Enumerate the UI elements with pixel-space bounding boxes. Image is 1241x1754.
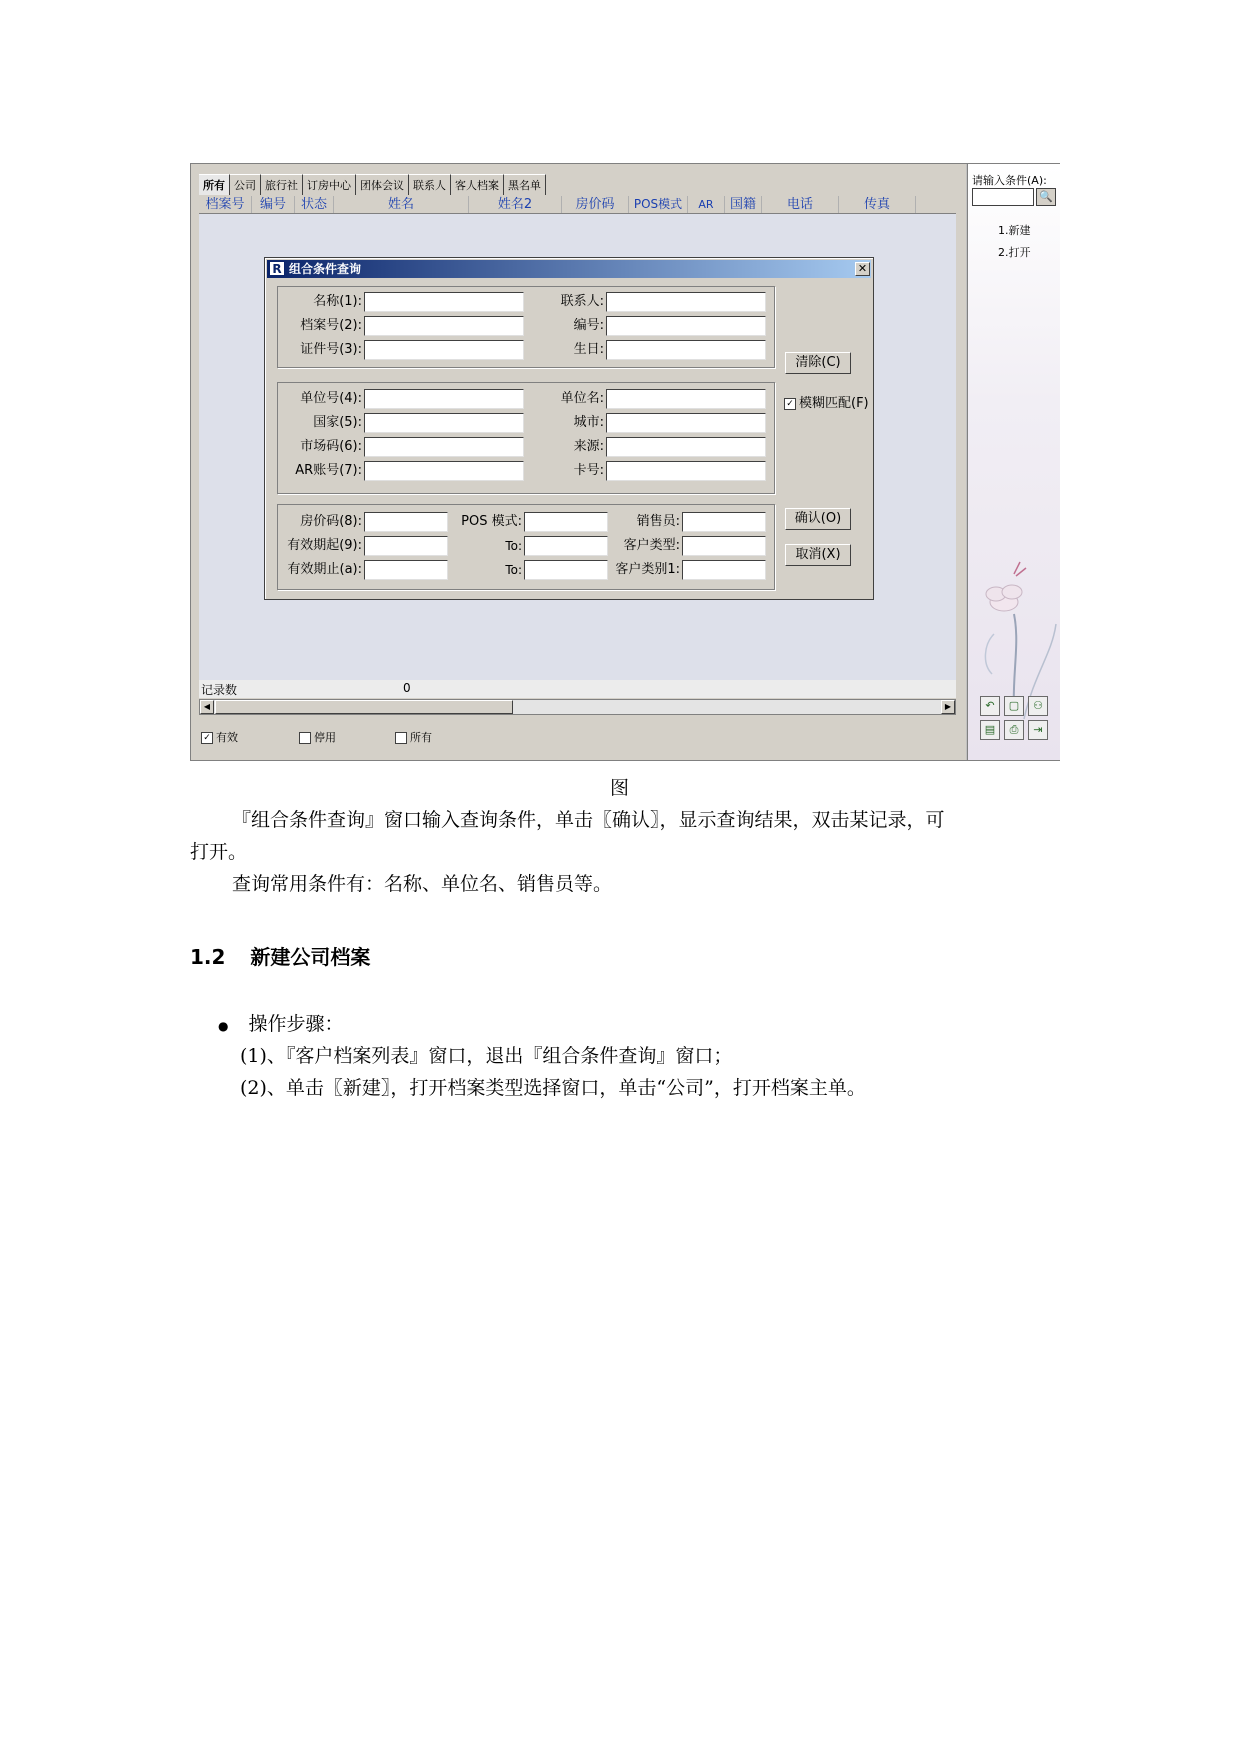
birthday-input[interactable] [606, 340, 766, 360]
valid-from-input[interactable] [364, 536, 448, 556]
to-label: To: [505, 563, 522, 577]
valid-from-label: 有效期起(9): [287, 538, 362, 553]
section-number: 1.2 [190, 945, 226, 969]
column-header-archive-no[interactable]: 档案号 [199, 196, 252, 213]
code-input[interactable] [606, 316, 766, 336]
fuzzy-match-label: 模糊匹配(F) [799, 396, 869, 411]
horizontal-scrollbar[interactable] [199, 699, 956, 715]
salesperson-input[interactable] [682, 512, 766, 532]
market-code-label: 市场码(6): [300, 439, 362, 454]
tab-blacklist[interactable]: 黑名单 [504, 174, 546, 195]
city-label: 城市: [573, 415, 604, 430]
unit-name-input[interactable] [606, 389, 766, 409]
id-no-input[interactable] [364, 340, 524, 360]
name-label: 名称(1): [313, 294, 362, 309]
bullet-dot-icon: ● [218, 1019, 229, 1033]
filter-valid[interactable]: ✓ 有效 [201, 729, 238, 745]
checkbox-empty-icon[interactable] [395, 732, 407, 744]
column-header-fax[interactable]: 传真 [839, 196, 916, 213]
records-bar [199, 680, 956, 698]
city-input[interactable] [606, 413, 766, 433]
column-header-ar[interactable]: AR [688, 196, 725, 213]
condition-input[interactable] [972, 188, 1034, 206]
menu-item-open[interactable]: 2.打开 [998, 246, 1031, 259]
close-icon[interactable]: ✕ [855, 262, 870, 276]
quick-search-panel [967, 164, 1060, 760]
bullet-item: ● 操作步骤： [218, 1013, 344, 1035]
rate-code-label: 房价码(8): [300, 514, 362, 529]
unit-name-label: 单位名: [560, 391, 604, 406]
source-input[interactable] [606, 437, 766, 457]
card-no-input[interactable] [606, 461, 766, 481]
grid-header [199, 196, 956, 214]
column-header-phone[interactable]: 电话 [762, 196, 839, 213]
screenshot-figure [190, 163, 1060, 761]
undo-icon[interactable]: ↶ [980, 696, 1000, 716]
category-tabs [199, 174, 546, 194]
pos-mode-label: POS 模式: [461, 514, 522, 529]
tab-booking-center[interactable]: 订房中心 [303, 174, 356, 195]
column-header-pos-mode[interactable]: POS模式 [629, 196, 688, 213]
section-title: 新建公司档案 [250, 945, 371, 969]
name-input[interactable] [364, 292, 524, 312]
filter-disabled[interactable]: 停用 [299, 729, 336, 745]
valid-to-input[interactable] [364, 560, 448, 580]
code-label: 编号: [573, 318, 604, 333]
figure-caption: 图 [610, 777, 630, 799]
ok-button[interactable]: 确认(O) [785, 508, 851, 530]
valid-to-label: 有效期止(a): [287, 562, 362, 577]
unit-no-label: 单位号(4): [300, 391, 362, 406]
folder-icon[interactable]: ▤ [980, 720, 1000, 740]
ar-account-input[interactable] [364, 461, 524, 481]
tab-company[interactable]: 公司 [230, 174, 261, 195]
tree-icon[interactable]: ⚇ [1028, 696, 1048, 716]
ar-account-label: AR账号(7): [295, 463, 362, 478]
tab-all[interactable]: 所有 [199, 174, 230, 195]
id-no-label: 证件号(3): [300, 342, 362, 357]
paragraph: 打开。 [190, 841, 248, 863]
checkbox-checked-icon[interactable]: ✓ [201, 732, 213, 744]
scroll-left-icon[interactable]: ◀ [200, 700, 214, 714]
organization-group [277, 382, 775, 494]
paragraph: 『组合条件查询』窗口输入查询条件，单击〖确认〗，显示查询结果，双击某记录，可 [232, 809, 945, 831]
scroll-thumb[interactable] [215, 700, 513, 714]
records-label: 记录数 [201, 683, 238, 697]
filter-all[interactable]: 所有 [395, 729, 432, 745]
tab-contact[interactable]: 联系人 [409, 174, 451, 195]
birthday-label: 生日: [573, 342, 604, 357]
contact-label: 联系人: [560, 294, 604, 309]
column-header-nationality[interactable]: 国籍 [725, 196, 762, 213]
column-header-name2[interactable]: 姓名2 [469, 196, 562, 213]
country-label: 国家(5): [313, 415, 362, 430]
salesperson-label: 销售员: [636, 514, 680, 529]
fuzzy-match-checkbox[interactable] [784, 392, 869, 411]
to-input[interactable] [524, 536, 608, 556]
pos-mode-input[interactable] [524, 512, 608, 532]
tab-travel-agency[interactable]: 旅行社 [261, 174, 303, 195]
status-filters [199, 719, 956, 755]
customer-type-label: 客户类型: [623, 538, 680, 553]
condition-prompt: 请输入条件(A): [972, 174, 1047, 187]
customer-category-label: 客户类别1: [615, 562, 680, 577]
combined-query-dialog [264, 257, 874, 600]
menu-item-new[interactable]: 1.新建 [998, 224, 1031, 237]
archive-no-input[interactable] [364, 316, 524, 336]
to-label: To: [505, 539, 522, 553]
checkbox-checked-icon[interactable]: ✓ [784, 398, 796, 410]
cancel-button[interactable]: 取消(X) [785, 544, 851, 566]
print-icon[interactable]: ⎙ [1004, 720, 1024, 740]
source-label: 来源: [573, 439, 604, 454]
column-header-rate-code[interactable]: 房价码 [562, 196, 629, 213]
records-count: 0 [403, 681, 411, 695]
contact-input[interactable] [606, 292, 766, 312]
checkbox-empty-icon[interactable] [299, 732, 311, 744]
rate-period-group [277, 504, 775, 590]
app-logo-icon: R [269, 261, 285, 276]
tab-group-meeting[interactable]: 团体会议 [356, 174, 409, 195]
step-item: (1)、『客户档案列表』窗口，退出『组合条件查询』窗口； [240, 1045, 733, 1067]
paragraph: 查询常用条件有：名称、单位名、销售员等。 [232, 873, 613, 895]
section-heading [190, 941, 370, 970]
archive-no-label: 档案号(2): [300, 318, 362, 333]
market-code-input[interactable] [364, 437, 524, 457]
customer-category-input[interactable] [682, 560, 766, 580]
archive-list-window [191, 164, 966, 760]
column-header-status[interactable]: 状态 [295, 196, 334, 213]
identity-group [277, 286, 775, 368]
dialog-title: 组合条件查询 [289, 262, 362, 276]
customer-type-input[interactable] [682, 536, 766, 556]
clear-button[interactable]: 清除(C) [785, 352, 851, 374]
to-input[interactable] [524, 560, 608, 580]
rate-code-input[interactable] [364, 512, 448, 532]
window-icon[interactable]: ▢ [1004, 696, 1024, 716]
tab-guest-profile[interactable]: 客人档案 [451, 174, 504, 195]
unit-no-input[interactable] [364, 389, 524, 409]
country-input[interactable] [364, 413, 524, 433]
column-header-code[interactable]: 编号 [252, 196, 295, 213]
step-item: (2)、单击〖新建〗，打开档案类型选择窗口，单击“公司”，打开档案主单。 [240, 1077, 866, 1099]
scroll-right-icon[interactable]: ▶ [941, 700, 955, 714]
dialog-titlebar [267, 260, 871, 278]
column-header-name[interactable]: 姓名 [334, 196, 469, 213]
card-no-label: 卡号: [573, 463, 604, 478]
exit-icon[interactable]: ⇥ [1028, 720, 1048, 740]
search-icon[interactable]: 🔍 [1036, 188, 1056, 206]
